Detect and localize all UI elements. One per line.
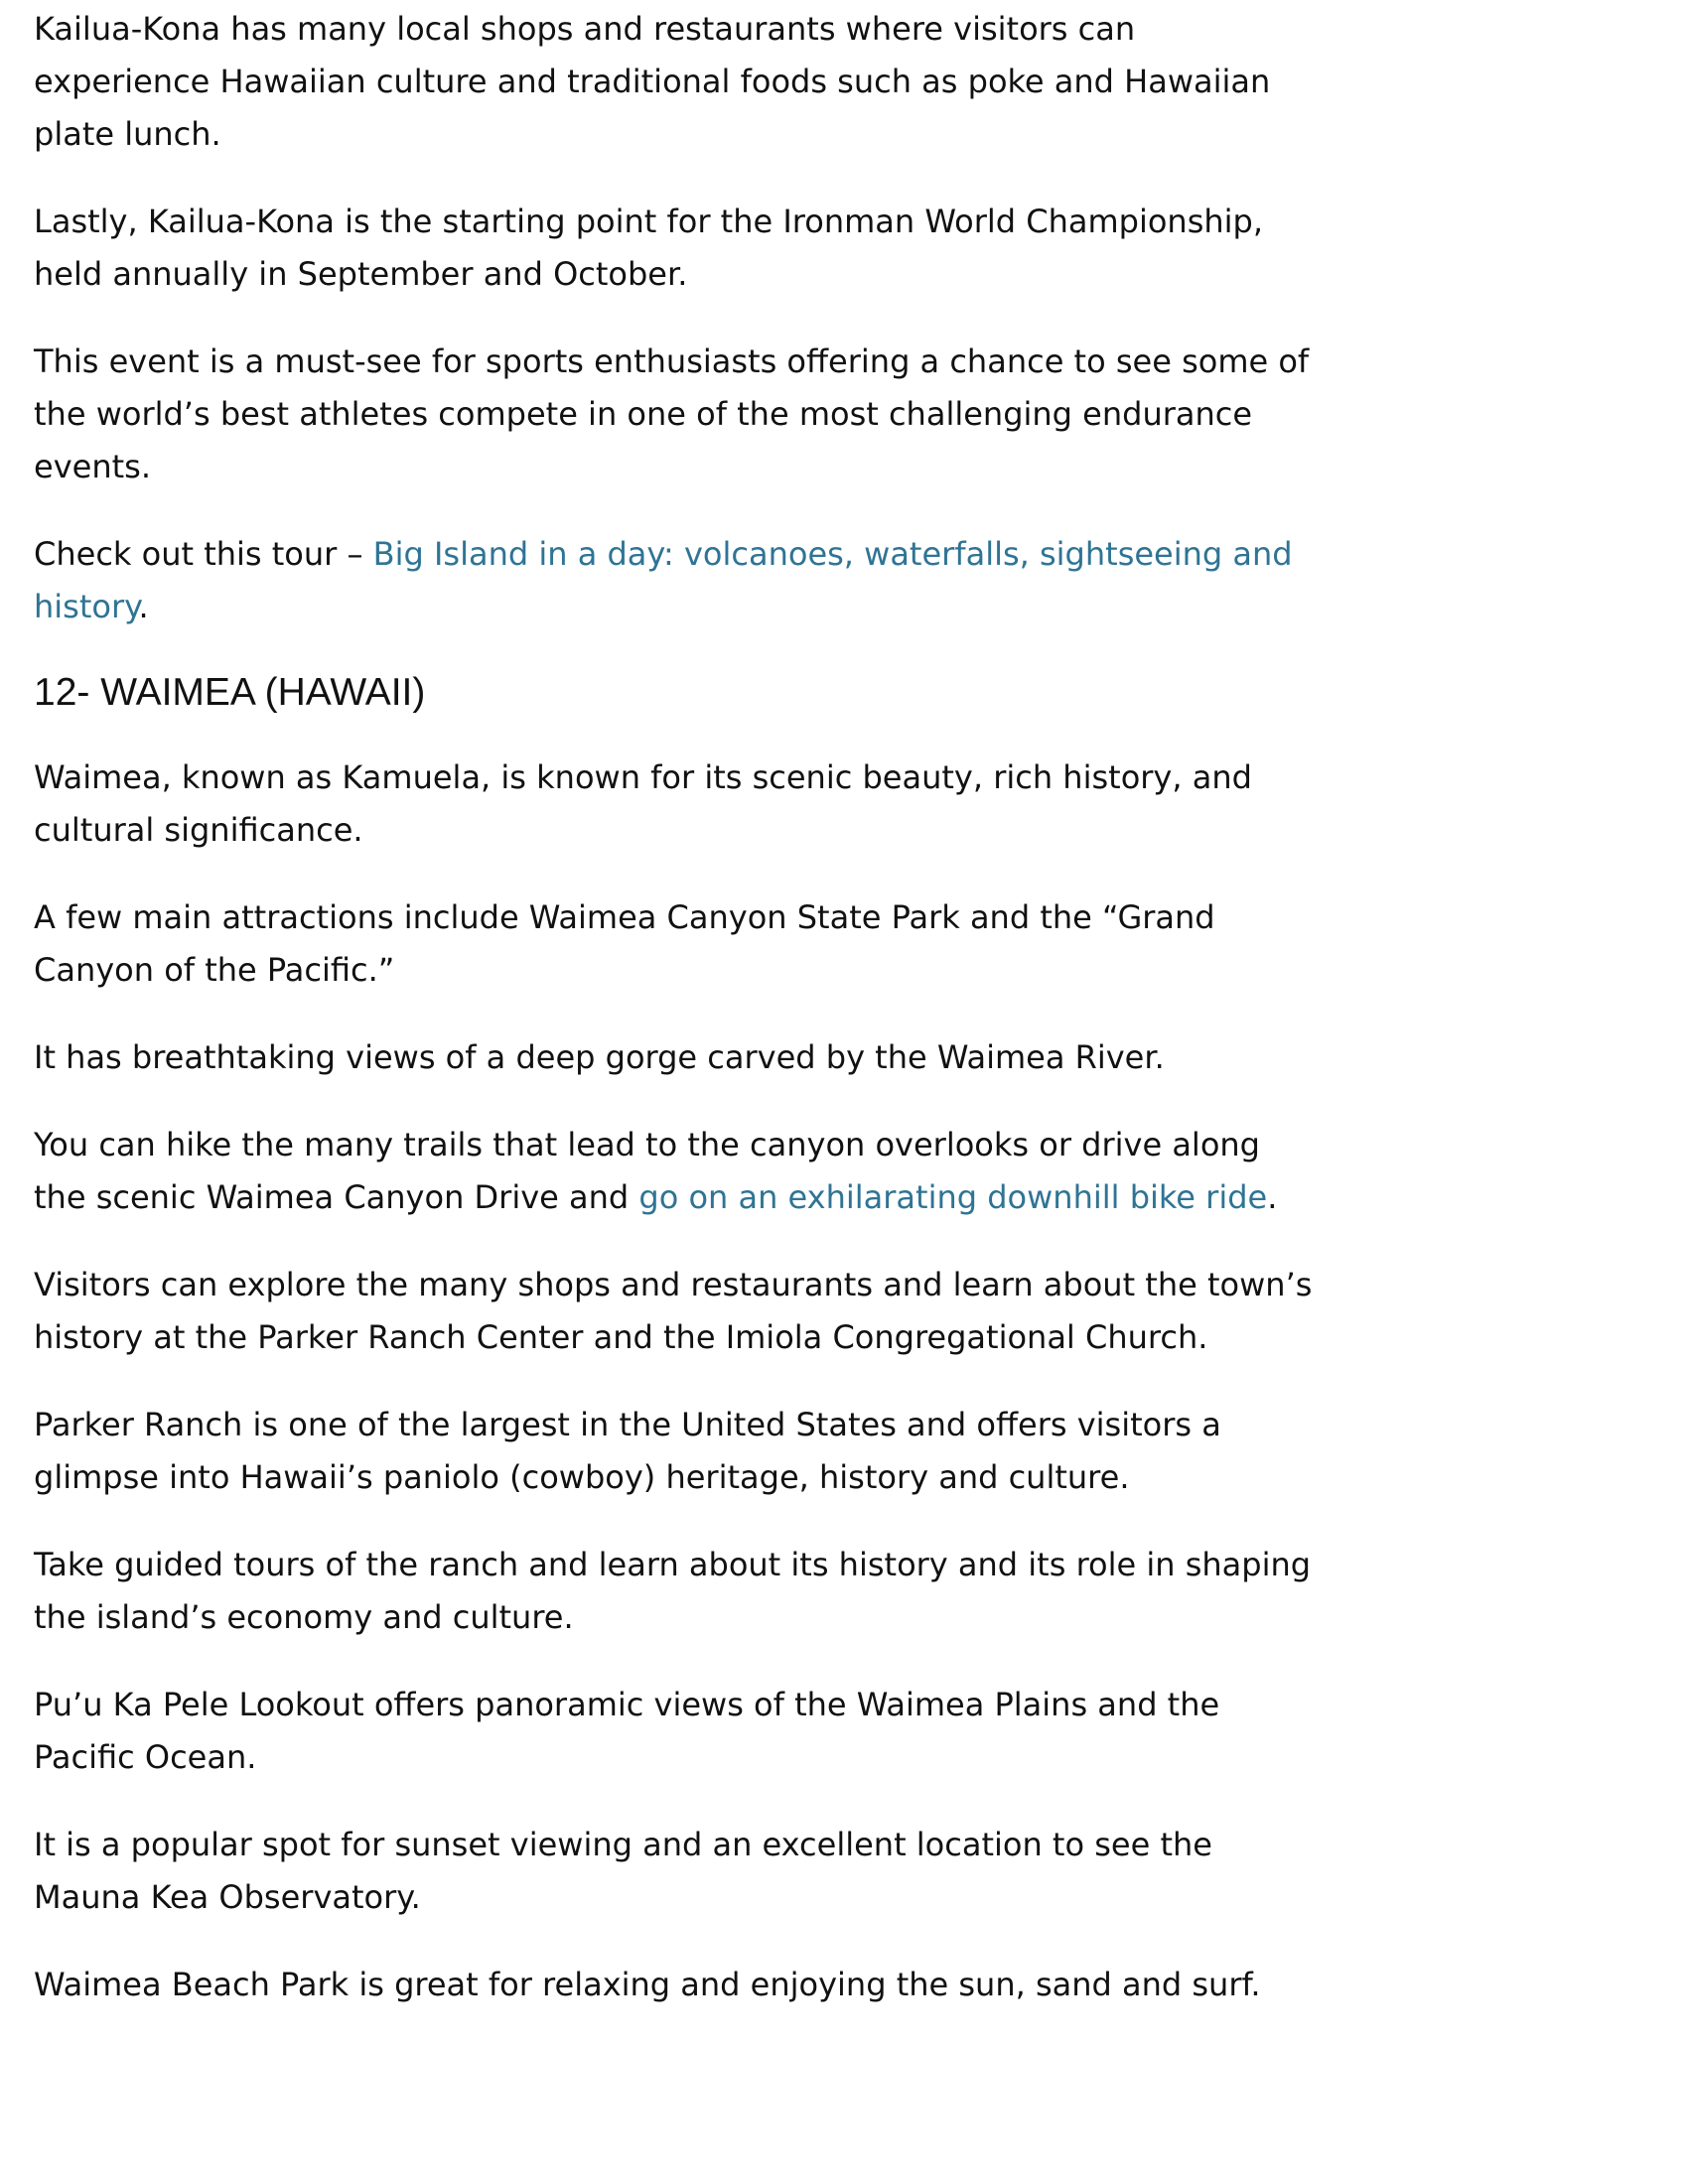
paragraph-sunset: It is a popular spot for sunset viewing and an excellent location to see the Mauna Kea Observatory. (34, 1826, 1212, 1916)
hike-prefix: You can hike the many trails that lead to the canyon overlooks or drive along the scenic Waimea Canyon Drive and (34, 1126, 1260, 1216)
paragraph-parker-ranch-center: Visitors can explore the many shops and restaurants and learn about the town’s history at the Parker Ranch Center and the Imiola Congregational Church. (34, 1266, 1313, 1356)
tour-suffix: . (138, 588, 149, 625)
bike-ride-link[interactable]: go on an exhilarating downhill bike ride (638, 1178, 1268, 1216)
paragraph-lookout: Pu’u Ka Pele Lookout offers panoramic views of the Waimea Plains and the Pacific Ocean. (34, 1686, 1220, 1776)
paragraph-kailua-kona-shops: Kailua-Kona has many local shops and restaurants where visitors can experience Hawaiian culture and traditional foods such as poke and Hawaiian plate lunch. (34, 10, 1271, 153)
article-body (34, 0, 1315, 2046)
paragraph-beach-park: Waimea Beach Park is great for relaxing and enjoying the sun, sand and surf. (34, 1966, 1261, 2003)
hike-suffix: . (1267, 1178, 1278, 1216)
paragraph-waimea-attractions: A few main attractions include Waimea Canyon State Park and the “Grand Canyon of the Pacific.” (34, 898, 1215, 989)
paragraph-sports-event: This event is a must-see for sports enthusiasts offering a chance to see some of the world’s best athletes compete in one of the most challenging endurance events. (34, 342, 1310, 485)
section-heading-waimea: 12- WAIMEA (HAWAII) (34, 671, 426, 714)
tour-link[interactable]: Big Island in a day: volcanoes, waterfalls, sightseeing and history (34, 535, 1293, 625)
paragraph-hike (34, 1119, 1315, 1224)
paragraph-tour (34, 528, 1315, 633)
tour-prefix: Check out this tour – (34, 535, 373, 573)
paragraph-ironman: Lastly, Kailua-Kona is the starting point for the Ironman World Championship, held annually in September and October. (34, 203, 1264, 293)
paragraph-waimea-views: It has breathtaking views of a deep gorge carved by the Waimea River. (34, 1038, 1165, 1076)
paragraph-guided-tours: Take guided tours of the ranch and learn about its history and its role in shaping the island’s economy and culture. (34, 1546, 1312, 1636)
paragraph-parker-ranch: Parker Ranch is one of the largest in the United States and offers visitors a glimpse into Hawaii’s paniolo (cowboy) heritage, history and culture. (34, 1406, 1221, 1496)
paragraph-waimea-intro: Waimea, known as Kamuela, is known for its scenic beauty, rich history, and cultural significance. (34, 758, 1252, 849)
